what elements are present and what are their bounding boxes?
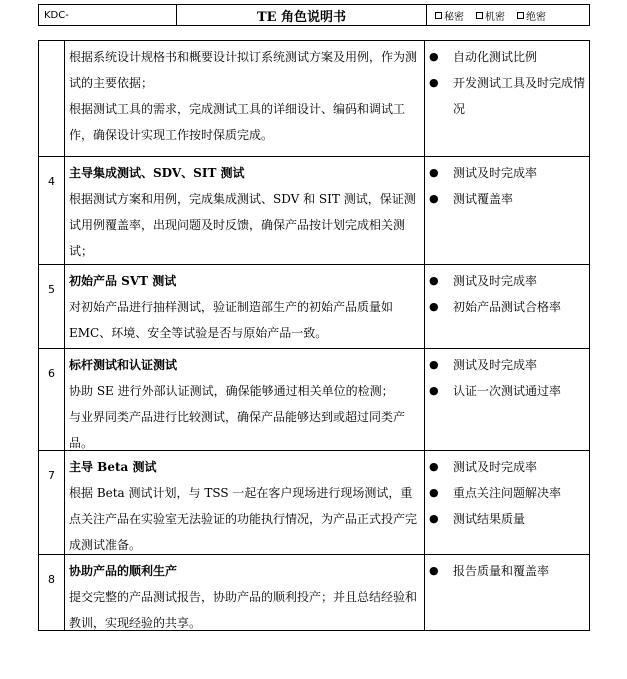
bullet-icon: ●: [429, 274, 439, 287]
bullet-icon: ●: [429, 358, 439, 371]
description-paragraph: 与业界同类产品进行比较测试，确保产品能够达到或超过同类产品。: [69, 410, 406, 450]
security-level-top-secret[interactable]: [517, 8, 546, 23]
bullet-icon: ●: [429, 512, 439, 525]
description-paragraph: 根据测试方案和用例，完成集成测试、SDV 和 SIT 测试，保证测试用例覆盖率，出现问题及时反馈，确保产品按计划完成相关测试；: [69, 192, 416, 258]
responsibility-title: 主导 Beta 测试: [69, 460, 157, 474]
kpi-list: [425, 555, 589, 630]
bullet-icon: ●: [429, 76, 439, 89]
bullet-icon: ●: [429, 166, 439, 179]
kpi-item: [429, 352, 589, 378]
table-row: [39, 451, 589, 555]
checkbox-icon[interactable]: [517, 12, 524, 19]
kpi-label: 初始产品测试合格率: [453, 300, 562, 314]
responsibility-description: [65, 555, 425, 630]
kpi-label: 认证一次测试通过率: [453, 384, 562, 398]
description-paragraph: 对初始产品进行抽样测试，验证制造部生产的初始产品质量如EMC、环境、安全等试验是否与原始产品一致。: [69, 300, 394, 340]
kpi-item: [429, 454, 589, 480]
row-number: [39, 41, 65, 156]
row-number: 4: [39, 157, 65, 264]
security-level-label: 秘密: [444, 11, 464, 23]
bullet-icon: ●: [429, 486, 439, 499]
kpi-label: 测试及时完成率: [453, 460, 538, 474]
kpi-item: [429, 268, 589, 294]
document-header: [38, 4, 590, 26]
kpi-label: 自动化测试比例: [453, 50, 538, 64]
table-row: [39, 265, 589, 349]
responsibility-description: [65, 41, 425, 156]
document-code: KDC-: [39, 5, 177, 25]
responsibility-title: 初始产品 SVT 测试: [69, 274, 177, 288]
responsibility-title: 协助产品的顺利生产: [69, 564, 178, 578]
kpi-label: 测试及时完成率: [453, 274, 538, 288]
responsibility-description: [65, 265, 425, 348]
kpi-label: 重点关注问题解决率: [453, 486, 562, 500]
kpi-item: [429, 506, 589, 532]
row-number: 5: [39, 265, 65, 348]
kpi-list: [425, 157, 589, 264]
responsibility-description: [65, 451, 425, 554]
document-title: TE 角色说明书: [177, 5, 427, 25]
checkbox-icon[interactable]: [435, 12, 442, 19]
security-level-label: 绝密: [526, 11, 546, 23]
kpi-item: [429, 294, 589, 320]
bullet-icon: ●: [429, 460, 439, 473]
description-paragraph: 根据 Beta 测试计划，与 TSS 一起在客户现场进行现场测试，重点关注产品在实验室无法验证的功能执行情况，为产品正式投产完成测试准备。: [69, 486, 418, 552]
responsibility-title: 主导集成测试、SDV、SIT 测试: [69, 166, 245, 180]
kpi-list: [425, 349, 589, 450]
security-level-confidential[interactable]: [476, 8, 505, 23]
row-number: 6: [39, 349, 65, 450]
kpi-label: 报告质量和覆盖率: [453, 564, 550, 578]
kpi-list: [425, 265, 589, 348]
description-paragraph: 根据系统设计规格书和概要设计拟订系统测试方案及用例，作为测试的主要依据；: [69, 50, 418, 90]
kpi-item: [429, 558, 589, 584]
table-row: [39, 349, 589, 451]
kpi-item: [429, 70, 589, 122]
security-levels: [427, 5, 589, 25]
kpi-item: [429, 186, 589, 212]
kpi-label: 测试结果质量: [453, 512, 526, 526]
description-paragraph: 协助 SE 进行外部认证测试，确保能够通过相关单位的检测；: [69, 384, 394, 398]
bullet-icon: ●: [429, 50, 439, 63]
table-row: [39, 41, 589, 157]
kpi-label: 测试及时完成率: [453, 358, 538, 372]
row-number: 7: [39, 451, 65, 554]
responsibility-description: [65, 349, 425, 450]
bullet-icon: ●: [429, 564, 439, 577]
kpi-list: [425, 41, 589, 156]
security-level-secret[interactable]: [435, 8, 464, 23]
table-row: [39, 157, 589, 265]
kpi-item: [429, 480, 589, 506]
row-number: 8: [39, 555, 65, 630]
bullet-icon: ●: [429, 300, 439, 313]
bullet-icon: ●: [429, 384, 439, 397]
kpi-label: 测试及时完成率: [453, 166, 538, 180]
kpi-label: 开发测试工具及时完成情况: [453, 76, 586, 116]
bullet-icon: ●: [429, 192, 439, 205]
responsibility-description: [65, 157, 425, 264]
kpi-item: [429, 44, 589, 70]
kpi-list: [425, 451, 589, 554]
kpi-item: [429, 378, 589, 404]
kpi-label: 测试覆盖率: [453, 192, 514, 206]
description-paragraph: 根据测试工具的需求，完成测试工具的详细设计、编码和调试工作，确保设计实现工作按时保质完成。: [69, 102, 406, 142]
description-paragraph: 提交完整的产品测试报告，协助产品的顺利投产；并且总结经验和教训，实现经验的共享。: [69, 590, 418, 630]
table-row: [39, 555, 589, 631]
responsibility-title: 标杆测试和认证测试: [69, 358, 178, 372]
checkbox-icon[interactable]: [476, 12, 483, 19]
responsibility-table: [38, 40, 590, 631]
security-level-label: 机密: [485, 11, 505, 23]
kpi-item: [429, 160, 589, 186]
